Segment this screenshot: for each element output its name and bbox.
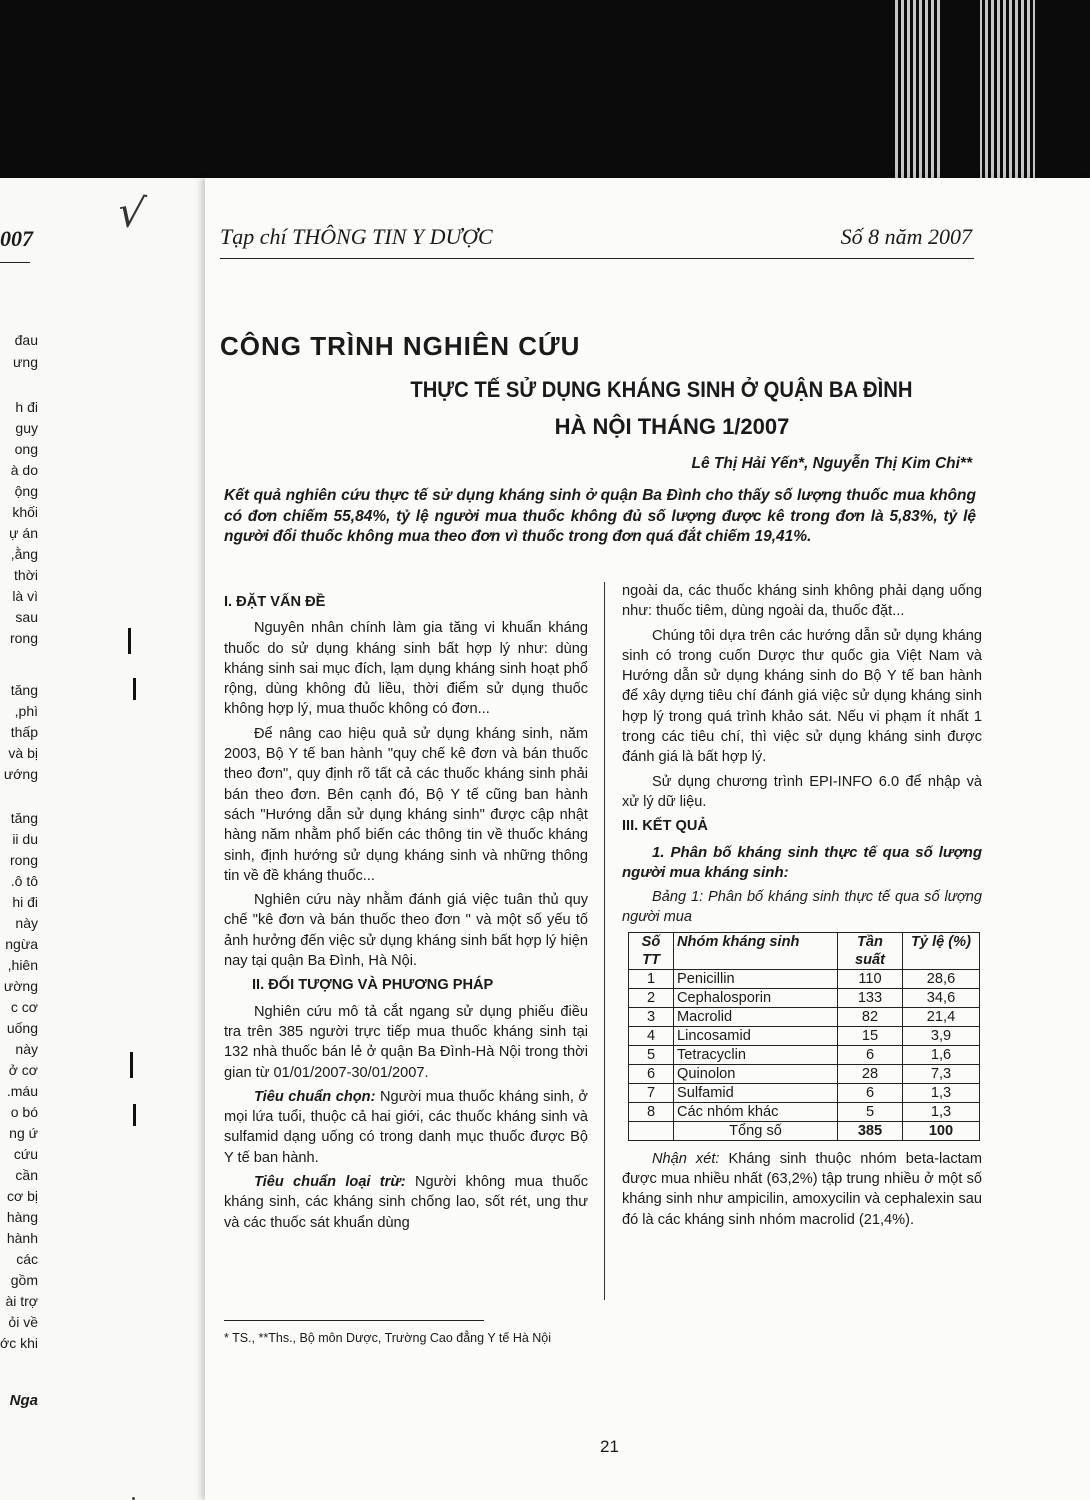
section-heading: I. ĐẶT VẤN ĐỀ: [224, 594, 326, 610]
margin-text-fragment: rong: [9, 852, 38, 868]
margin-text-fragment: gồm: [10, 1272, 38, 1288]
abstract: Kết quả nghiên cứu thực tế sử dụng kháng sinh ở quận Ba Đình cho thấy số lượng thuốc mua không có đơn chiếm 55,84%, tỷ lệ người mua thuốc không đủ số lượng được kê trong đơn là 5,83%, tỷ lệ người đổi thuốc không mua theo đơn vì thuốc trong đơn quá đắt chiếm 19,41%.: [224, 487, 976, 545]
cell-percent: 1,6: [903, 1045, 980, 1064]
table-row: [629, 1045, 980, 1064]
margin-text-fragment: h đi: [15, 399, 38, 415]
margin-text-fragment: cơ bị: [7, 1188, 38, 1204]
cell-group: Penicillin: [674, 969, 838, 988]
margin-text-fragment: hiên,: [7, 957, 38, 973]
criteria-text: Người mua thuốc kháng sinh, ở mọi lứa tuổi, thuộc cả hai giới, các thuốc kháng sinh và sulfamid dạng uống có trong danh mục thuốc được Bộ Y tế ban hành.: [224, 1088, 588, 1166]
margin-mark: [133, 678, 136, 700]
column-left: [224, 592, 588, 1237]
remark-label: Nhận xét:: [652, 1150, 720, 1167]
margin-text-fragment: c cơ: [10, 999, 38, 1015]
adjacent-page-rule: [0, 262, 30, 263]
margin-text-fragment: cứu: [13, 1146, 38, 1162]
table-row: [629, 969, 980, 988]
header-percent: Tỷ lệ (%): [903, 932, 980, 969]
table-caption: Bảng 1: Phân bố kháng sinh thực tế qua số lượng người mua: [622, 889, 982, 926]
table-row: [629, 1083, 980, 1102]
margin-mark: [130, 1052, 133, 1078]
margin-text-fragment: khối: [12, 504, 38, 520]
journal-name: Tạp chí THÔNG TIN Y DƯỢC: [220, 224, 493, 249]
cell-percent: 3,9: [903, 1026, 980, 1045]
cell-percent: 28,6: [903, 969, 980, 988]
header-frequency: Tần suất: [838, 932, 903, 969]
section-heading: II. ĐỐI TƯỢNG VÀ PHƯƠNG PHÁP: [252, 977, 494, 994]
cell-percent: 100: [903, 1121, 980, 1140]
table-row: [629, 1026, 980, 1045]
margin-text-fragment: Nga: [9, 1392, 38, 1409]
cell-group: Các nhóm khác: [674, 1102, 838, 1121]
margin-text-fragment: ngừa: [5, 936, 38, 952]
paragraph: Để nâng cao hiệu quả sử dụng kháng sinh, năm 2003, Bộ Y tế ban hành "quy chế kê đơn và bán thuốc theo đơn", quy định rõ tất cả các thuốc kháng sinh phải bán theo đơn. Bên cạnh đó, Bộ Y tế cũng ban hành sách "Hướng dẫn sử dụng kháng sinh" được cập nhật hàng năm nhằm phổ biến các thông tin về thuốc kháng sinh, định hướng sử dụng kháng sinh và những thông tin về đề kháng thuốc...: [224, 725, 588, 884]
margin-text-fragment: là vì: [12, 588, 38, 604]
margin-text-fragment: đau: [14, 332, 38, 348]
cell-stt: 1: [629, 969, 674, 988]
header-group: Nhóm kháng sinh: [674, 932, 838, 969]
paragraph: Chúng tôi dựa trên các hướng dẫn sử dụng kháng sinh có trong cuốn Dược thư quốc gia Việt Nam và Hướng dẫn sử dụng kháng sinh do Bộ Y tế ban hành để xây dựng tiêu chí đánh giá việc sử dụng kháng sinh hợp lý trong quá trình khảo sát. Nếu vi phạm ít nhất 1 trong các tiêu chí, thì việc sử dụng kháng sinh được đánh giá là bất hợp lý.: [622, 627, 982, 766]
cell-stt: 7: [629, 1083, 674, 1102]
paragraph: Sử dụng chương trình EPI-INFO 6.0 để nhập và xử lý dữ liệu.: [622, 773, 982, 810]
cell-stt: 4: [629, 1026, 674, 1045]
paragraph: [224, 1087, 588, 1168]
cell-frequency: 6: [838, 1045, 903, 1064]
cell-group: Macrolid: [674, 1007, 838, 1026]
margin-text-fragment: guy: [15, 420, 38, 436]
footnote-rule: [224, 1320, 484, 1321]
cell-frequency: 82: [838, 1007, 903, 1026]
footnote: * TS., **Ths., Bộ môn Dược, Trường Cao đẳng Y tế Hà Nội: [224, 1331, 552, 1345]
criteria-label: Tiêu chuẩn chọn:: [254, 1088, 376, 1105]
margin-text-fragment: tăng: [10, 810, 38, 826]
margin-text-fragment: này: [15, 915, 38, 931]
cell-percent: 1,3: [903, 1083, 980, 1102]
cell-stt: 2: [629, 988, 674, 1007]
margin-text-fragment: ô tô.: [10, 873, 38, 889]
cell-percent: 21,4: [903, 1007, 980, 1026]
margin-text-fragment: hàng: [6, 1209, 38, 1225]
table-body: [629, 969, 980, 1140]
paragraph: Nghiên cứu này nhằm đánh giá việc tuân thủ quy chế "kê đơn và bán thuốc theo đơn " và một số yếu tố ảnh hưởng đến việc sử dụng kháng sinh bất hợp lý hiện nay tại quận Ba Đình, Hà Nội.: [224, 892, 588, 970]
table-header-row: [629, 932, 980, 969]
page-number: 21: [600, 1437, 619, 1456]
margin-mark: [128, 628, 131, 654]
subsection-heading: 1. Phân bố kháng sinh thực tế qua số lượng người mua kháng sinh:: [622, 843, 982, 881]
margin-text-fragment: ường: [3, 978, 38, 994]
cell-frequency: 6: [838, 1083, 903, 1102]
cell-frequency: 385: [838, 1121, 903, 1140]
margin-text-fragment: phì,: [14, 703, 38, 719]
issue-label: Số 8 năm 2007: [840, 224, 972, 249]
margin-text-fragment: ằng,: [10, 546, 38, 562]
table-row: [629, 1064, 980, 1083]
adjacent-page-header-fragment: 007: [0, 226, 33, 251]
cell-group: Sulfamid: [674, 1083, 838, 1102]
margin-text-fragment: hi đi: [12, 894, 38, 910]
column-right: [622, 581, 982, 1234]
exclusion-label: Tiêu chuẩn loại trừ:: [254, 1174, 406, 1191]
margin-text-fragment: ộng: [14, 483, 38, 499]
margin-text-fragment: ướng: [3, 766, 38, 782]
cell-frequency: 110: [838, 969, 903, 988]
margin-text-fragment: ớc khi: [0, 1335, 38, 1351]
table-row: [629, 988, 980, 1007]
margin-text-fragment: cần: [15, 1167, 38, 1183]
margin-mark: [133, 1104, 136, 1126]
cell-group: Tetracyclin: [674, 1045, 838, 1064]
remark-text: Kháng sinh thuộc nhóm beta-lactam được mua nhiều nhất (63,2%) tập trung nhiều ở một số kháng sinh như ampicilin, amoxycilin và cephalexin sau đó là các kháng sinh nhóm macrolid (21,4%).: [622, 1150, 982, 1228]
margin-text-fragment: uống: [6, 1020, 38, 1036]
exclusion-text: Người không mua thuốc kháng sinh, các kháng sinh chống lao, sốt rét, ung thư và các thuốc sát khuẩn dùng: [224, 1174, 588, 1231]
handwritten-check-mark: √: [114, 186, 149, 239]
margin-text-fragment: ở cơ: [8, 1062, 38, 1078]
margin-text-fragment: thời: [14, 567, 38, 583]
paragraph: Nghiên cứu mô tả cắt ngang sử dụng phiếu điều tra trên 385 người trực tiếp mua thuốc kháng sinh tại 132 nhà thuốc bán lẻ ở quận Ba Đình-Hà Nội trong thời gian từ 01/01/2007-30/01/2007.: [224, 1003, 588, 1081]
article-title-line2: HÀ NỘI THÁNG 1/2007: [554, 414, 790, 439]
margin-text-fragment: o bó: [10, 1104, 38, 1120]
cell-frequency: 15: [838, 1026, 903, 1045]
margin-text-fragment: tăng: [10, 682, 38, 698]
cell-percent: 1,3: [903, 1102, 980, 1121]
cell-frequency: 28: [838, 1064, 903, 1083]
margin-text-fragment: ỏi về: [8, 1314, 38, 1330]
margin-text-fragment: rong: [9, 630, 38, 646]
cell-percent: 7,3: [903, 1064, 980, 1083]
margin-text-fragment: sau: [15, 609, 38, 625]
table-total-row: [629, 1121, 980, 1140]
cell-group: Tổng số: [674, 1121, 838, 1140]
section-tag: CÔNG TRÌNH NGHIÊN CỨU: [220, 331, 581, 361]
margin-text-fragment: này: [15, 1041, 38, 1057]
paragraph: Nguyên nhân chính làm gia tăng vi khuẩn kháng thuốc do sử dụng kháng sinh bất hợp lý như: dùng kháng sinh sai mục đích, lạm dụng kháng sinh hoạt phổ rộng, dùng không đủ liều, thời điểm sử dụng thuốc không hợp lý, mua thuốc không có đơn...: [224, 620, 588, 718]
section-heading: III. KẾT QUẢ: [622, 818, 708, 835]
column-divider: [604, 582, 605, 1300]
table-row: [629, 1007, 980, 1026]
margin-text-fragment: hành: [6, 1230, 38, 1246]
paragraph: [224, 1172, 588, 1233]
header-stt: Số TT: [629, 932, 674, 969]
margin-text-fragment: ài trợ: [5, 1293, 38, 1309]
margin-text-fragment: thấp: [10, 724, 38, 740]
cell-frequency: 5: [838, 1102, 903, 1121]
header-rule: [220, 258, 974, 259]
paragraph: ngoài da, các thuốc kháng sinh không phải dạng uống như: thuốc tiêm, dùng ngoài da, thuốc đặt...: [622, 583, 982, 620]
cell-percent: 34,6: [903, 988, 980, 1007]
paragraph: [622, 1149, 982, 1230]
scan-edge-stripes: [895, 0, 1035, 178]
cell-stt: 3: [629, 1007, 674, 1026]
cell-stt: 6: [629, 1064, 674, 1083]
margin-text-fragment: ong: [14, 441, 38, 457]
margin-text-fragment: ng ứ: [9, 1125, 38, 1141]
margin-text-fragment: ưng: [13, 354, 38, 370]
cell-stt: [629, 1121, 674, 1140]
cell-stt: 5: [629, 1045, 674, 1064]
cell-stt: 8: [629, 1102, 674, 1121]
margin-text-fragment: ii du: [12, 831, 38, 847]
article-title-line1: THỰC TẾ SỬ DỤNG KHÁNG SINH Ở QUẬN BA ĐÌNH: [410, 377, 913, 402]
margin-text-fragment: các: [16, 1251, 38, 1267]
cell-group: Quinolon: [674, 1064, 838, 1083]
table-row: [629, 1102, 980, 1121]
margin-text-fragment: ự án: [9, 525, 38, 541]
margin-text-fragment: và bị: [8, 745, 38, 761]
cell-frequency: 133: [838, 988, 903, 1007]
cell-group: Cephalosporin: [674, 988, 838, 1007]
results-table: [628, 932, 980, 1141]
authors: Lê Thị Hải Yến*, Nguyễn Thị Kim Chi**: [691, 455, 972, 472]
cell-group: Lincosamid: [674, 1026, 838, 1045]
margin-text-fragment: à do: [10, 462, 38, 478]
margin-text-fragment: máu.: [6, 1083, 38, 1099]
